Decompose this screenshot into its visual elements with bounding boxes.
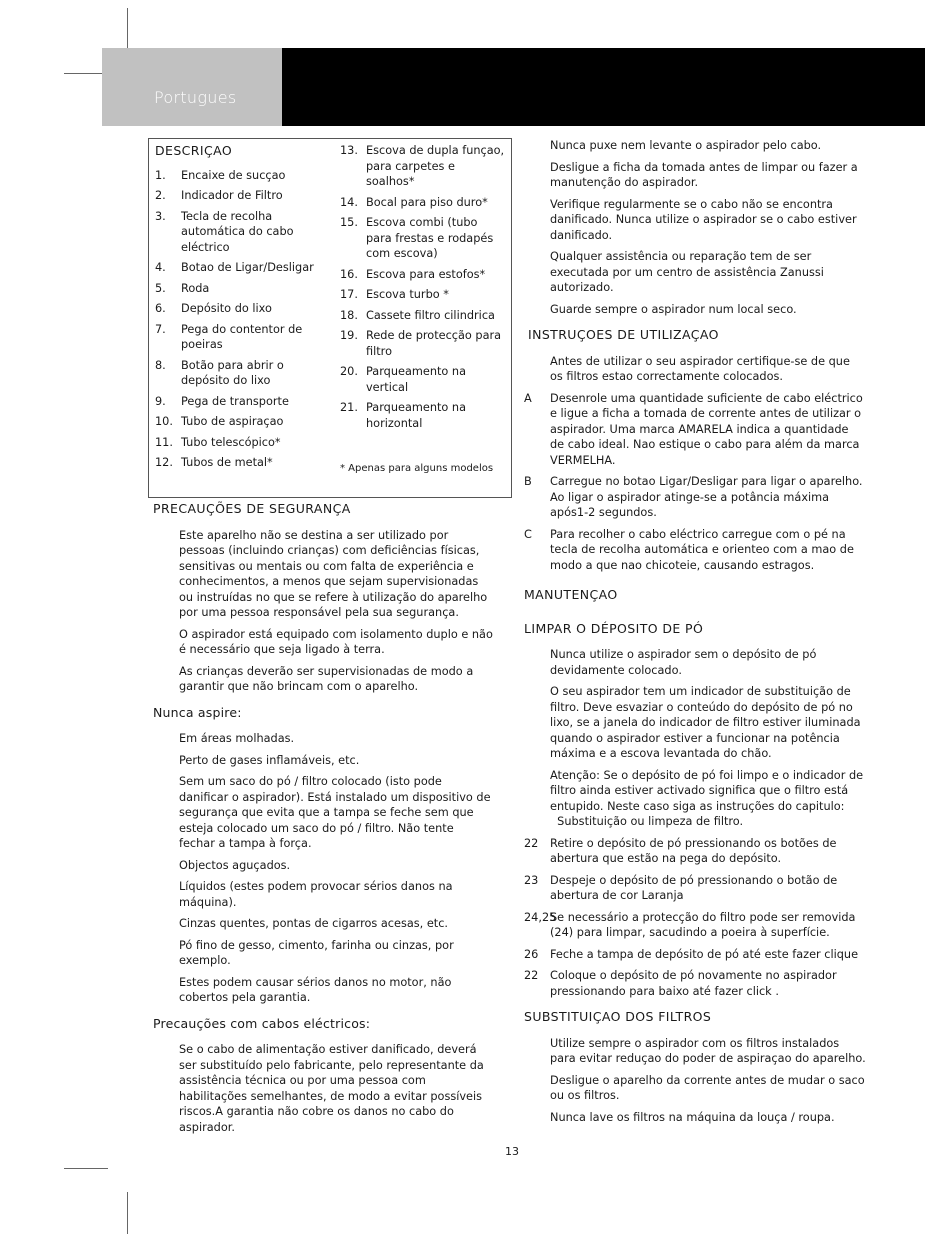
- item-number: C: [524, 527, 532, 541]
- item-text: Desenrole uma quantidade suficiente de cabo eléctrico e ligue a ficha a tomada de corrente antes de utilizar o aspirador. Uma marca AMARELA indica a quantidade de cabo ideal. Nao estique o cabo para além da marca VERMELHA.: [550, 391, 863, 467]
- list-item: [524, 474, 866, 521]
- paragraph: Nunca lave os filtros na máquina da louça / roupa.: [550, 1110, 835, 1124]
- paragraph: Este aparelho não se destina a ser utilizado por pessoas (incluindo crianças) com deficiências físicas, sensitivas ou mentais ou com falta de experiência e conhecimentos, a menos que sejam supervisionadas ou instruídas no que se refere à utilização do aparelho por uma pessoa responsável pela sua segurança.: [179, 528, 488, 619]
- item-text: Tecla de recolha automática do cabo eléctrico: [181, 209, 294, 254]
- item-text: Se necessário a protecção do filtro pode ser removida (24) para limpar, sacudindo a poeira à superfície.: [550, 910, 856, 939]
- description-list-2: [340, 143, 505, 431]
- item-number: 5.: [155, 281, 166, 295]
- filter-replacement-paragraphs: [524, 1036, 866, 1126]
- item-number: 15.: [340, 216, 358, 229]
- list-item: [155, 168, 315, 184]
- page-number: 13: [505, 1145, 519, 1158]
- item-number: 7.: [155, 322, 166, 336]
- cable-precautions-list: [153, 1042, 493, 1135]
- item-number: 4.: [155, 261, 166, 274]
- item-number: 12.: [155, 456, 173, 469]
- dust-container-paragraphs: [524, 647, 866, 830]
- item-number: 26: [524, 947, 539, 961]
- item-number: 18.: [340, 308, 358, 322]
- list-item: [155, 281, 315, 297]
- item-text: Para recolher o cabo eléctrico carregue com o pé na tecla de recolha automática e orienteo com a mao de modo a que nao chicoteie, causando estragos.: [550, 527, 854, 572]
- item-text: Feche a tampa de depósito de pó até este fazer clique: [550, 947, 859, 961]
- item-text: Tubo telescópico*: [181, 435, 281, 449]
- description-column-1: [155, 143, 315, 476]
- item-number: 9.: [155, 394, 166, 408]
- list-item: [340, 400, 505, 431]
- list-item: [340, 287, 505, 303]
- right-column: [524, 138, 866, 1131]
- item-text: Encaixe de sucçao: [181, 168, 286, 182]
- description-list-1: [155, 168, 315, 471]
- list-item: [524, 391, 866, 469]
- list-item: [340, 328, 505, 359]
- paragraph: Nunca utilize o aspirador sem o depósito de pó devidamente colocado.: [550, 648, 817, 677]
- list-item: [155, 209, 315, 256]
- paragraph: Se o cabo de alimentação estiver danificado, deverá ser substituído pelo fabricante, pelo representante da assistência técnica ou por uma pessoa com habilitações semelhantes, de modo a evitar possíveis riscos.A garantia não cobre os danos no cabo do aspirador.: [179, 1043, 484, 1134]
- item-number: 17.: [340, 288, 358, 301]
- crop-mark-top-vertical: [127, 8, 128, 48]
- list-item: [524, 910, 866, 941]
- list-item: [155, 260, 315, 276]
- header-title: Portugues: [154, 88, 237, 107]
- item-text: Depósito do lixo: [181, 302, 272, 315]
- paragraph: Líquidos (estes podem provocar sérios danos na máquina).: [179, 880, 453, 909]
- crop-mark-bottom-vertical: [127, 1192, 128, 1234]
- dust-container-steps: [524, 836, 866, 1000]
- item-number: 20.: [340, 365, 358, 378]
- paragraph: Atenção: Se o depósito de pó foi limpo e o indicador de filtro ainda estiver activado significa que o filtro está entupido. Neste caso siga as instruções do capitulo: Substituição ou limpeza de filtro.: [550, 768, 864, 828]
- paragraph: Objectos aguçados.: [179, 858, 291, 872]
- list-item: [155, 322, 315, 353]
- item-text: Parqueamento na vertical: [366, 365, 467, 394]
- item-number: 23: [524, 873, 539, 887]
- paragraph: Utilize sempre o aspirador com os filtros instalados para evitar reduçao do poder de aspiraçao do aparelho.: [550, 1036, 866, 1065]
- item-number: 24,25: [524, 910, 557, 924]
- item-text: Carregue no botao Ligar/Desligar para ligar o aparelho. Ao ligar o aspirador atinge-se a potância máxima após1-2 segundos.: [550, 475, 863, 519]
- maintenance-heading: MANUTENÇAO: [524, 587, 618, 602]
- item-number: 10.: [155, 415, 173, 428]
- safety-paragraphs: [153, 528, 493, 695]
- item-number: 14.: [340, 195, 358, 209]
- paragraph: Verifique regularmente se o cabo não se encontra danificado. Nunca utilize o aspirador se o cabo estiver danificado.: [550, 197, 857, 242]
- header-language-tab: [102, 48, 282, 126]
- item-number: 1.: [155, 168, 166, 182]
- item-number: 2.: [155, 189, 166, 202]
- item-text: Escova combi (tubo para frestas e rodapés com escova): [366, 216, 494, 260]
- paragraph: Perto de gases inflamáveis, etc.: [179, 753, 360, 767]
- item-text: Bocal para piso duro*: [366, 195, 488, 209]
- item-text: Botao de Ligar/Desligar: [181, 261, 314, 274]
- item-text: Coloque o depósito de pó novamente no aspirador pressionando para baixo até fazer click .: [550, 969, 837, 998]
- crop-mark-bottom-horizontal: [64, 1168, 108, 1169]
- item-number: 22: [524, 969, 539, 982]
- item-text: Tubo de aspiraçao: [181, 415, 284, 428]
- item-number: 13.: [340, 144, 358, 157]
- item-text: Despeje o depósito de pó pressionando o botão de abertura de cor Laranja: [550, 873, 838, 902]
- never-vacuum-list: [153, 731, 493, 1006]
- paragraph: Nunca puxe nem levante o aspirador pelo cabo.: [550, 139, 822, 152]
- description-heading: DESCRIÇAO: [155, 143, 233, 158]
- paragraph: Pó fino de gesso, cimento, farinha ou cinzas, por exemplo.: [179, 938, 454, 967]
- filter-replacement-heading: SUBSTITUIÇAO DOS FILTROS: [524, 1009, 712, 1024]
- crop-mark-top-horizontal: [64, 73, 102, 74]
- safety-section: [153, 501, 493, 1141]
- safety-heading: PRECAUÇÕES DE SEGURANÇA: [153, 501, 351, 516]
- paragraph: Desligue a ficha da tomada antes de limpar ou fazer a manutenção do aspirador.: [550, 160, 858, 189]
- list-item: [155, 188, 315, 204]
- list-item: [340, 195, 505, 211]
- paragraph: Qualquer assistência ou reparação tem de ser executada por um centro de assistência Zanussi autorizado.: [550, 250, 824, 294]
- item-text: Botão para abrir o depósito do lixo: [181, 358, 284, 387]
- paragraph: Estes podem causar sérios danos no motor, não cobertos pela garantia.: [179, 975, 452, 1004]
- item-text: Cassete filtro cilindrica: [366, 308, 495, 322]
- item-text: Rede de protecção para filtro: [366, 329, 502, 358]
- list-item: [155, 358, 315, 389]
- item-text: Parqueamento na horizontal: [366, 401, 467, 430]
- list-item: [340, 215, 505, 262]
- list-item: [524, 527, 866, 574]
- list-item: [524, 968, 866, 999]
- list-item: [524, 836, 866, 867]
- item-text: Escova turbo *: [366, 288, 449, 301]
- list-item: [155, 455, 315, 471]
- list-item: [155, 394, 315, 410]
- list-item: [155, 435, 315, 451]
- paragraph: Sem um saco do pó / filtro colocado (isto pode danificar o aspirador). Está instalado um dispositivo de segurança que evita que a tampa se feche sem que esteja colocado um saco do pó / filtro. Não tente fechar a tampa à força.: [179, 775, 491, 850]
- list-item: [340, 143, 505, 190]
- list-item: [155, 414, 315, 430]
- item-text: Tubos de metal*: [181, 456, 273, 469]
- item-text: Roda: [181, 281, 210, 295]
- never-vacuum-heading: Nunca aspire:: [153, 704, 242, 720]
- list-item: [340, 267, 505, 283]
- paragraph: As crianças deverão ser supervisionadas de modo a garantir que não brincam com o aparelho.: [179, 664, 474, 693]
- cable-care-list: [524, 138, 866, 317]
- paragraph: O aspirador está equipado com isolamento duplo e não é necessário que seja ligado à terra.: [179, 627, 493, 656]
- item-number: 3.: [155, 209, 166, 223]
- item-text: Pega do contentor de poeiras: [181, 322, 303, 351]
- list-item: [340, 308, 505, 324]
- item-number: 16.: [340, 267, 358, 281]
- item-number: 11.: [155, 435, 173, 449]
- paragraph: Cinzas quentes, pontas de cigarros acesas, etc.: [179, 917, 449, 930]
- paragraph: Desligue o aparelho da corrente antes de mudar o saco ou os filtros.: [550, 1073, 865, 1102]
- item-number: 19.: [340, 329, 358, 342]
- item-text: Escova para estofos*: [366, 267, 486, 281]
- item-text: Retire o depósito de pó pressionando os botões de abertura que estão na pega do depósito.: [550, 836, 837, 865]
- item-number: A: [524, 391, 532, 405]
- usage-steps: [524, 391, 866, 574]
- dust-container-heading: LIMPAR O DÉPOSITO DE PÓ: [524, 620, 704, 636]
- list-item: [340, 364, 505, 395]
- item-number: 21.: [340, 401, 358, 414]
- item-text: Pega de transporte: [181, 394, 289, 408]
- description-footnote: * Apenas para alguns modelos: [340, 463, 494, 474]
- list-item: [155, 301, 315, 317]
- item-number: 8.: [155, 358, 166, 372]
- description-column-2: [340, 143, 505, 477]
- usage-intro: Antes de utilizar o seu aspirador certifique-se de que os filtros estao correctamente colocados.: [550, 354, 850, 383]
- paragraph: Em áreas molhadas.: [179, 732, 295, 745]
- item-number: 6.: [155, 302, 166, 315]
- item-text: Indicador de Filtro: [181, 189, 283, 202]
- cable-precautions-heading: Precauções com cabos eléctricos:: [153, 1015, 371, 1031]
- item-number: 22: [524, 836, 539, 850]
- item-text: Escova de dupla funçao, para carpetes e soalhos*: [366, 144, 505, 188]
- usage-heading: INSTRUÇOES DE UTILIZAÇAO: [528, 327, 719, 342]
- paragraph: O seu aspirador tem um indicador de substituição de filtro. Deve esvaziar o conteúdo do depósito de pó no lixo, se a janela do indicador de filtro estiver iluminada quando o aspirador estiver a funcionar na potência máxima e a escova levantada do chão.: [550, 685, 861, 760]
- list-item: [524, 947, 866, 963]
- list-item: [524, 873, 866, 904]
- item-number: B: [524, 475, 532, 488]
- paragraph: Guarde sempre o aspirador num local seco.: [550, 302, 797, 316]
- header-black-band: [282, 48, 925, 126]
